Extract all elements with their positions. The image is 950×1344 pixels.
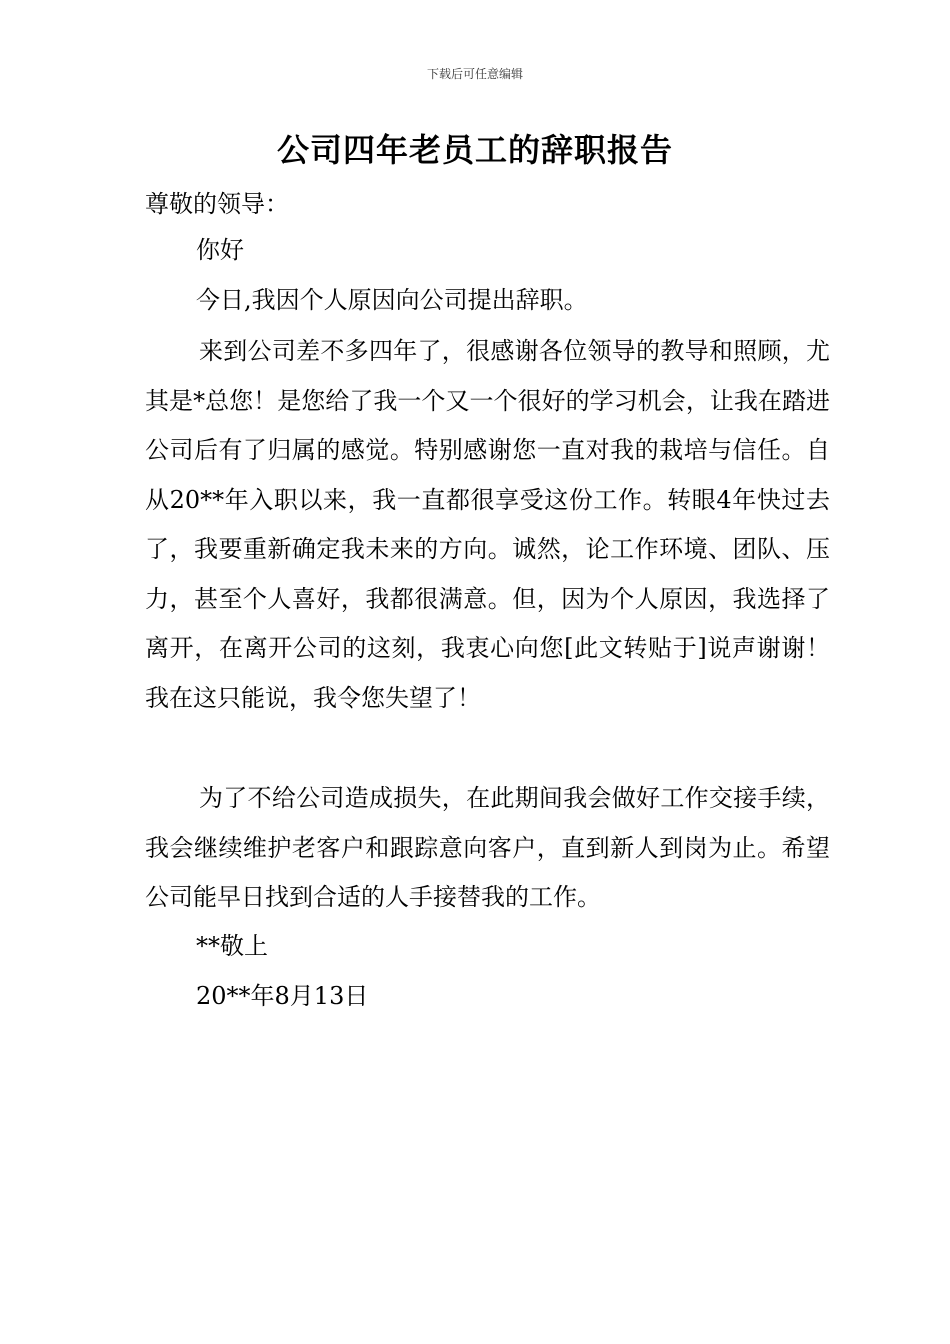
salutation: 尊敬的领导： — [145, 190, 289, 218]
date-line: 20**年8月13日 — [196, 982, 369, 1010]
greeting: 你好 — [196, 236, 244, 264]
opening-line: 今日,我因个人原因向公司提出辞职。 — [196, 286, 588, 314]
body-paragraph-2: 为了不给公司造成损失，在此期间我会做好工作交接手续，我会继续维护老客户和跟踪意向客户，直到新人到岗为止。希望公司能早日找到合适的人手接替我的工作。 — [145, 784, 830, 911]
signature: **敬上 — [196, 932, 268, 960]
document-title: 公司四年老员工的辞职报告 — [276, 131, 673, 169]
header-note: 下载后可任意编辑 — [426, 67, 523, 81]
body-paragraph-1: 来到公司差不多四年了，很感谢各位领导的教导和照顾，尤其是*总您！是您给了我一个又一个很好的学习机会，让我在踏进公司后有了归属的感觉。特别感谢您一直对我的栽培与信任。自从20**年入职以来，我一直都很享受这份工作。转眼4年快过去了，我要重新确定我未来的方向。诚然，论工作环境、团队、压力，甚至个人喜好，我都很满意。但，因为个人原因，我选择了离开，在离开公司的这刻，我衷心向您[此文转贴于]说声谢谢！我在这只能说，我令您失望了！ — [145, 337, 830, 712]
